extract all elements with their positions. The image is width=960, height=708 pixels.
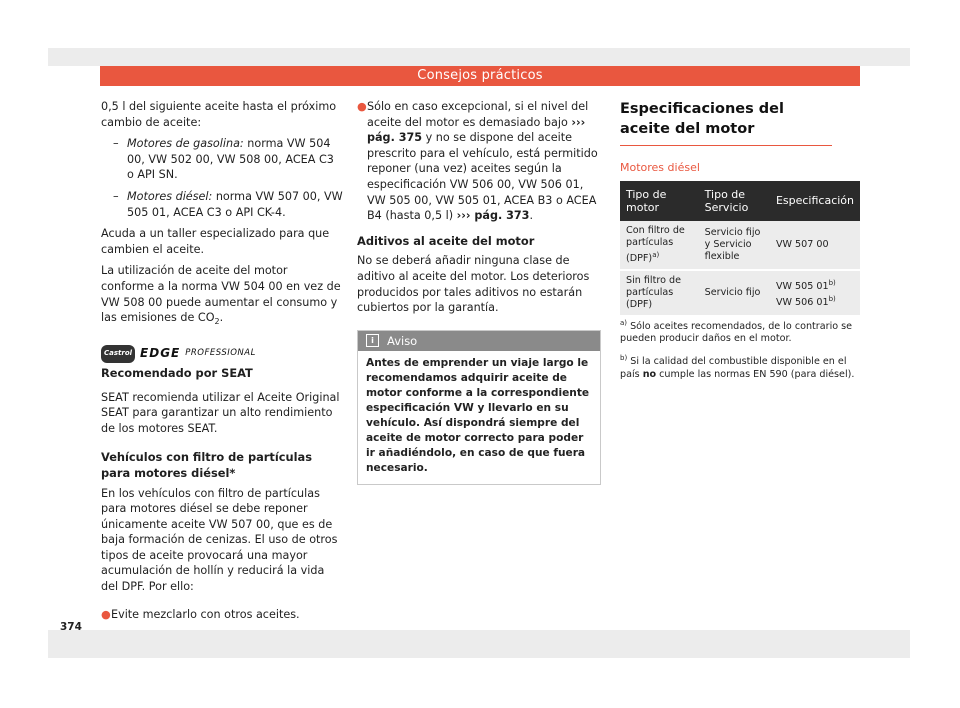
list-item-label: Motores diésel: <box>127 189 213 203</box>
bullet-icon: ● <box>357 100 367 113</box>
notice-header <box>358 331 600 351</box>
list-item-text: norma VW 504 00, VW 502 00, VW 508 00, ACEA C3 o API SN. <box>127 137 334 182</box>
list-item-label: Motores de gasolina: <box>127 137 244 151</box>
section-title: Especificaciones del aceite del motor <box>620 99 832 146</box>
oil-spec-table <box>620 181 860 317</box>
table-cell: Sin filtro de partículas (DPF) <box>620 270 699 316</box>
table-row <box>620 270 860 316</box>
paragraph: Acuda a un taller especializado para que cambien el aceite. <box>101 227 330 256</box>
paragraph: SEAT recomienda utilizar el Aceite Original SEAT para garantizar un alto rendimiento de los motores SEAT. <box>101 390 340 435</box>
list-item: ● Sólo en caso excepcional, si el nivel del aceite del motor es demasiado bajo ››› pág. 375 y no se dispone del aceite prescrito para el vehículo, está permitido reponer (una vez) aceites según la especificación VW 506 00, VW 506 01, VW 505 00, VW 505 01, ACEA B3 o ACEA B4 (hasta 0,5 l) ››› pág. 373. <box>357 100 598 223</box>
notice-box <box>357 330 601 485</box>
list-item-text: Evite mezclarlo con otros aceites. <box>111 607 300 621</box>
bullet-icon: ● <box>101 607 111 621</box>
table-caption: Motores diésel <box>620 161 700 174</box>
professional-logo-text: PROFESSIONAL <box>185 348 256 359</box>
notice-title: Aviso <box>387 333 418 348</box>
section-heading: Recomendado por SEAT <box>101 365 253 380</box>
page-header: Consejos prácticos <box>100 66 860 86</box>
table-cell: VW 507 00 <box>770 221 860 270</box>
list-item <box>101 136 343 183</box>
table-row <box>620 221 860 270</box>
dash-mark: – <box>113 137 119 151</box>
paragraph: La utilización de aceite del motor conforme a la norma VW 504 00 en vez de VW 508 00 puede aumentar el consumo y las emisiones de $CO_2$. <box>101 264 341 327</box>
footnote: $^{a)}$ Sólo aceites recomendados, de lo contrario se pueden producir daños en el motor. <box>620 318 853 345</box>
table-cell: Servicio fijo <box>699 270 770 316</box>
column-header: Especificación <box>770 181 860 221</box>
column-header: Tipo de motor <box>620 181 699 221</box>
list-item <box>101 189 343 220</box>
dash-mark: – <box>113 189 119 203</box>
page-reference-link[interactable]: ››› pág. 375 <box>367 115 586 145</box>
column-right <box>620 99 860 387</box>
list-item-text: norma VW 507 00, VW 505 01, ACEA C3 o API CK-4. <box>127 189 343 219</box>
page-reference-link[interactable]: ››› pág. 373 <box>456 209 530 223</box>
column-header: Tipo de Servicio <box>699 181 770 221</box>
section-heading: Vehículos con filtro de partículas para motores diésel* <box>101 450 313 480</box>
footnote: $^{b)}$ Si la calidad del combustible disponible en el país no cumple las normas EN 590 (para diésel). <box>620 353 855 380</box>
list-item <box>101 607 343 623</box>
table-cell: Servicio fijo y Servicio flexible <box>699 221 770 270</box>
paragraph: En los vehículos con filtro de partículas para motores diésel se debe reponer únicamente aceite VW 507 00, que es de baja formación de cenizas. El uso de otros tipos de aceite provocará una mayor acumulación de hollín y reducirá la vida del DPF. Por ello: <box>101 486 338 594</box>
column-left <box>101 99 343 628</box>
castrol-logo-mark: Castrol <box>101 345 135 363</box>
page-number: 374 <box>60 621 82 633</box>
edge-logo-text: EDGE <box>140 346 181 361</box>
table-cell: VW 505 01$^{b)}$ VW 506 01$^{b)}$ <box>770 270 860 316</box>
column-middle <box>357 99 601 485</box>
castrol-edge-logo <box>101 346 343 362</box>
info-icon: i <box>366 334 379 347</box>
table-header-row <box>620 181 860 221</box>
section-heading: Aditivos al aceite del motor <box>357 233 535 248</box>
notice-body: Antes de emprender un viaje largo le recomendamos adquirir aceite de motor conforme a la correspondiente especificación VW y llevarlo en su vehículo. Así dispondrá siempre del aceite de motor correcto para poder ir añadiéndolo, en caso de que fuera necesario. <box>366 356 590 474</box>
table-cell: Con filtro de partículas (DPF)$^{a)}$ <box>620 221 699 270</box>
paragraph: 0,5 l del siguiente aceite hasta el próximo cambio de aceite: <box>101 100 337 129</box>
paragraph: No se deberá añadir ninguna clase de aditivo al aceite del motor. Los deterioros producidos por tales aditivos no estarán cubiertos por la garantía. <box>357 254 590 315</box>
